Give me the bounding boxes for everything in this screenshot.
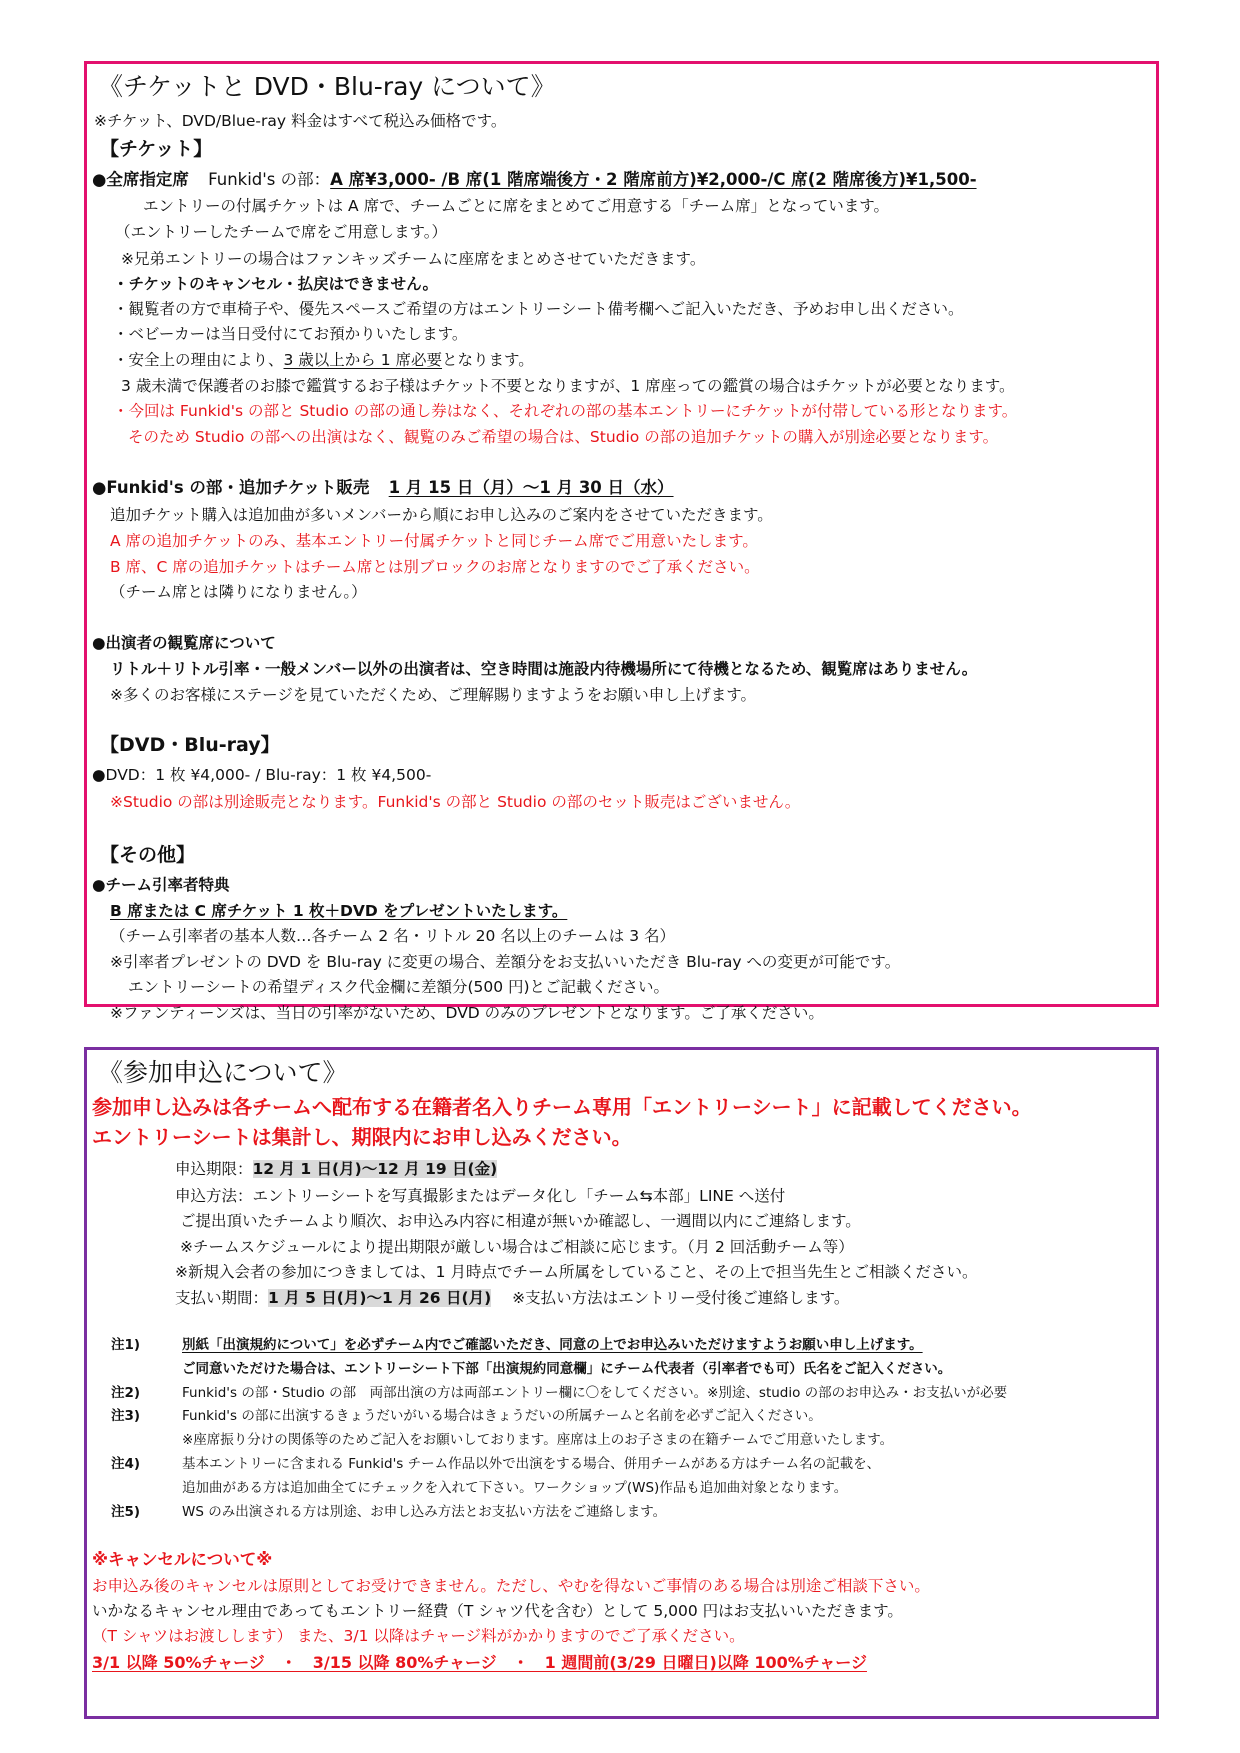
schedule-note: ※チームスケジュールにより提出期限が厳しい場合はご相談に応じます。（月 2 回活動チーム等） — [180, 1238, 854, 1256]
deadline-label: 申込期限： — [175, 1160, 253, 1178]
method-note: ご提出頂いたチームより順次、お申込み内容に相違が無いか確認し、一週間以内にご連絡します。 — [180, 1212, 861, 1230]
cancel-charges: 3/1 以降 50%チャージ ・ 3/15 以降 80%チャージ ・ 1 週間前(3/29 日曜日)以降 100%チャージ — [92, 1653, 867, 1672]
application-headline-1 — [92, 1094, 1032, 1120]
cancel-line-2: いかなるキャンセル理由であってもエントリー経費（T シャツ代を含む）として 5,000 円はお支払いいただきます。 — [92, 1602, 903, 1620]
application-title: 《参加申込について》 — [98, 1058, 348, 1087]
note-1-line-1: 別紙「出演規約について」を必ずチーム内でご確認いただき、同意の上でお申込みいただけますようお願い申し上げます。 — [182, 1337, 923, 1353]
bluray-note: エントリーシートの希望ディスク代金欄に差額分(500 円)とご記載ください。 — [128, 978, 670, 996]
stroller-line: ・ベビーカーは当日受付にてお預かりいたします。 — [113, 325, 468, 343]
safety-underlined: 3 歳以上から 1 席必要 — [283, 351, 443, 369]
note-4-line-1: 基本エントリーに含まれる Funkid's チーム作品以外で出演をする場合、併用チームがある方はチーム名の記載を、 — [182, 1456, 881, 1472]
deadline-row — [175, 1159, 497, 1179]
cancel-line-3: （T シャツはお渡しします） また、3/1 以降はチャージ料がかかりますのでご了承ください。 — [92, 1627, 745, 1645]
additional-tickets-label: ●Funkid's の部・追加チケット販売 — [92, 478, 370, 497]
note-3-line-1: Funkid's の部に出演するきょうだいがいる場合はきょうだいの所属チームと名前を必ずご記入ください。 — [182, 1408, 822, 1424]
bluray-change: ※引率者プレゼントの DVD を Blu-ray に変更の場合、差額分をお支払いいただき Blu-ray への変更が可能です。 — [110, 953, 901, 971]
additional-line-4: （チーム席とは隣りになりません。） — [110, 583, 367, 601]
additional-line-1: 追加チケット購入は追加曲が多いメンバーから順にお申し込みのご案内をさせていただきます。 — [110, 506, 773, 524]
performer-seats-line-1: リトル＋リトル引率・一般メンバー以外の出演者は、空き時間は施設内待機場所にて待機となるため、観覧席はありません。 — [110, 660, 978, 678]
note-3-line-2: ※座席振り分けの関係等のためご記入をお願いしております。座席は上のお子さまの在籍チームでご用意いたします。 — [182, 1432, 894, 1448]
deadline-value: 12 月 1 日(月)〜12 月 19 日(金) — [252, 1160, 498, 1178]
payment-value: 1 月 5 日(月)〜1 月 26 日(月) — [268, 1289, 492, 1307]
leader-count: （チーム引率者の基本人数…各チーム 2 名・リトル 20 名以上のチームは 3 名） — [110, 927, 676, 945]
other-heading: 【その他】 — [100, 844, 196, 866]
performer-seats-label: ●出演者の観覧席について — [92, 634, 276, 652]
note-2-line-1: Funkid's の部・Studio の部 両部出演の方は両部エントリー欄に〇をしてください。※別途、studio の部のお申込み・お支払いが必要 — [182, 1385, 1008, 1401]
performer-seats-line-2: ※多くのお客様にステージを見ていただくため、ご理解賜りますようをお願い申し上げます。 — [110, 686, 757, 704]
pass-line-2: そのため Studio の部への出演はなく、観覧のみご希望の場合は、Studio の部の追加チケットの購入が別途必要となります。 — [128, 428, 999, 446]
safety-line — [113, 350, 534, 370]
payment-row — [175, 1288, 849, 1308]
safety-prefix: ・安全上の理由により、 — [113, 351, 284, 369]
note-4-line-2: 追加曲がある方は追加曲全てにチェックを入れて下さい。ワークショップ(WS)作品も追加曲対象となります。 — [182, 1480, 848, 1496]
payment-note: ※支払い方法はエントリー受付後ご連絡します。 — [512, 1289, 850, 1307]
note-1-tag: 注1) — [111, 1337, 141, 1353]
method-line: 申込方法：エントリーシートを写真撮影またはデータ化し「チーム⇆本部」LINE へ送付 — [175, 1187, 786, 1205]
ticket-section-title: 《チケットと DVD・Blu-ray について》 — [98, 72, 556, 101]
cancel-heading: ※キャンセルについて※ — [92, 1550, 273, 1569]
additional-line-3: B 席、C 席の追加チケットはチーム席とは別ブロックのお席となりますのでご了承ください。 — [110, 558, 760, 576]
note-2-tag: 注2) — [111, 1385, 141, 1401]
entry-ticket-line: エントリーの付属チケットは A 席で、チームごとに席をまとめてご用意する「チーム席」となっています。 — [143, 197, 890, 215]
additional-tickets-row — [92, 478, 674, 498]
cancel-line-1: お申込み後のキャンセルは原則としてお受けできません。ただし、やむを得ないご事情のある場合は別途ご相談下さい。 — [92, 1577, 930, 1595]
tax-note: ※チケット、DVD/Blue-ray 料金はすべて税込み価格です。 — [94, 112, 507, 130]
note-5-tag: 注5) — [111, 1504, 141, 1520]
new-member-note: ※新規入会者の参加につきましては、1 月時点でチーム所属をしていること、その上で担当先生とご相談ください。 — [175, 1263, 978, 1281]
note-3-tag: 注3) — [111, 1408, 141, 1424]
dvd-prices: ●DVD：1 枚 ¥4,000- / Blu-ray：1 枚 ¥4,500- — [92, 766, 432, 784]
team-seat-line: （エントリーしたチームで席をご用意します。） — [115, 223, 448, 241]
leader-gift: B 席または C 席チケット 1 枚＋DVD をプレゼントいたします。 — [110, 902, 568, 920]
dvd-note: ※Studio の部は別途販売となります。Funkid's の部と Studio の部のセット販売はございません。 — [110, 793, 801, 811]
wheelchair-line: ・観覧者の方で車椅子や、優先スペースご希望の方はエントリーシート備考欄へご記入いただき、予めお申し出ください。 — [113, 300, 964, 318]
note-1-line-2: ご同意いただけた場合は、エントリーシート下部「出演規約同意欄」にチーム代表者（引率者でも可）氏名をご記入ください。 — [182, 1361, 952, 1377]
note-4-tag: 注4) — [111, 1456, 141, 1472]
payment-label: 支払い期間： — [175, 1289, 269, 1307]
under3-line: 3 歳未満で保護者のお膝で鑑賞するお子様はチケット不要となりますが、1 席座っての鑑賞の場合はチケットが必要となります。 — [121, 377, 1015, 395]
no-cancel-line: ・チケットのキャンセル・払戻はできません。 — [113, 275, 439, 293]
safety-suffix: となります。 — [442, 351, 534, 369]
pass-line-1: ・今回は Funkid's の部と Studio の部の通し券はなく、それぞれの部の基本エントリーにチケットが付帯している形となります。 — [113, 402, 1018, 420]
fanteens-note: ※ファンティーンズは、当日の引率がないため、DVD のみのプレゼントとなります。ご了承ください。 — [110, 1004, 824, 1022]
ticket-heading: 【チケット】 — [100, 138, 213, 160]
note-5-line-1: WS のみ出演される方は別途、お申し込み方法とお支払い方法をご連絡します。 — [182, 1504, 667, 1520]
dvd-heading: 【DVD・Blu-ray】 — [100, 734, 280, 756]
siblings-line: ※兄弟エントリーの場合はファンキッズチームに座席をまとめさせていただきます。 — [121, 250, 706, 268]
all-reserved-row — [92, 170, 977, 190]
additional-line-2: A 席の追加チケットのみ、基本エントリー付属チケットと同じチーム席でご用意いたします。 — [110, 532, 758, 550]
all-reserved-part: Funkid's の部： — [208, 170, 331, 189]
all-reserved-label: ●全席指定席 — [92, 170, 189, 189]
application-headline-2: エントリーシートは集計し、期限内にお申し込みください。 — [92, 1125, 632, 1149]
additional-tickets-dates: 1 月 15 日（月）〜1 月 30 日（水） — [388, 478, 674, 497]
leader-label: ●チーム引率者特典 — [92, 876, 230, 894]
all-reserved-prices: A 席¥3,000- /B 席(1 階席端後方・2 階席前方)¥2,000-/C 席(2 階席後方)¥1,500- — [330, 170, 977, 189]
application-headline-1-text: 参加申し込みは各チームへ配布する在籍者名入りチーム専用「エントリーシート」に記載してください。 — [92, 1095, 1032, 1119]
